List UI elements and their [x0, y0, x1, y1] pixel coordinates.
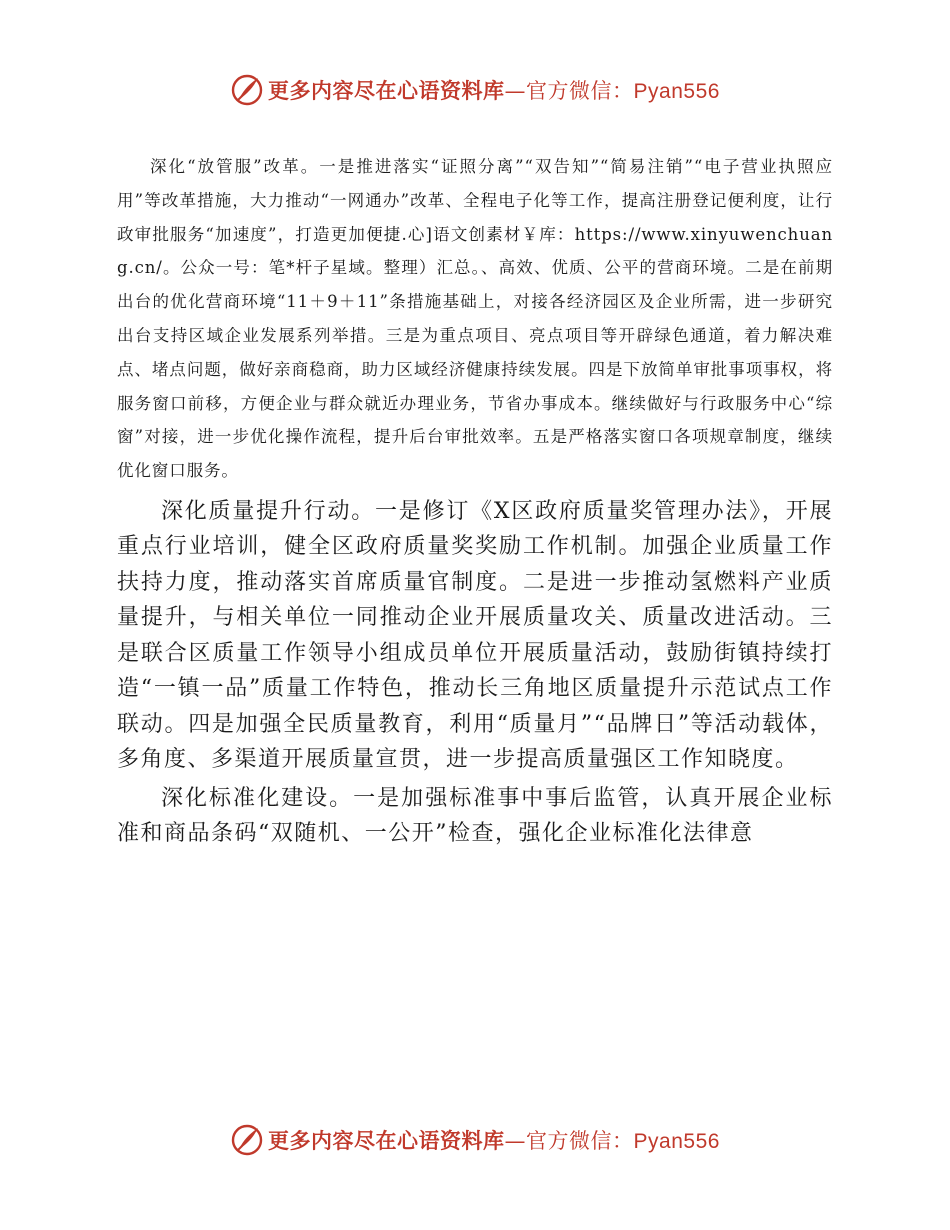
wechat-id: Pyan556: [633, 1130, 720, 1153]
paragraph-quality: 深化质量提升行动。一是修订《X区政府质量奖管理办法》，开展重点行业培训，健全区政府质量奖奖励工作机制。加强企业质量工作扶持力度，推动落实首席质量官制度。二是进一步推动氢燃料产业质量提升，与相关单位一同推动企业开展质量攻关、质量改进活动。三是联合区质量工作领导小组成员单位开展质量活动，鼓励街镇持续打造“一镇一品”质量工作特色，推动长三角地区质量提升示范试点工作联动。四是加强全民质量教育，利用“质量月”“品牌日”等活动载体，多角度、多渠道开展质量宣贯，进一步提高质量强区工作知晓度。: [117, 498, 833, 773]
quill-logo-icon: [230, 1123, 264, 1157]
quill-logo-icon: [230, 73, 264, 107]
paragraph-standardization: 深化标准化建设。一是加强标准事中事后监管，认真开展企业标准和商品条码“双随机、一公开”检查，强化企业标准化法律意: [117, 785, 833, 847]
header-banner-text: [268, 75, 720, 105]
paragraph-reform: 深化“放管服”改革。一是推进落实“证照分离”“双告知”“简易注销”“电子营业执照应用”等改革措施，大力推动“一网通办”改革、全程电子化等工作，提高注册登记便利度，让行政审批服务“加速度”，打造更加便捷.心]语文创素材￥库：https://www.xinyuwenchuang.cn/。公众一号：笔*杆子星域。整理）汇总。、高效、优质、公平的营商环境。二是在前期出台的优化营商环境“11＋9＋11”条措施基础上，对接各经济园区及企业所需，进一步研究出台支持区域企业发展系列举措。三是为重点项目、亮点项目等开辟绿色通道，着力解决难点、堵点问题，做好亲商稳商，助力区域经济健康持续发展。四是下放简单审批事项事权，将服务窗口前移，方便企业与群众就近办理业务，节省办事成本。继续做好与行政服务中心“综窗”对接，进一步优化操作流程，提升后台审批效率。五是严格落实窗口各项规章制度，继续优化窗口服务。: [117, 157, 833, 481]
footer-banner-text: [268, 1125, 720, 1155]
footer-banner: [0, 1120, 950, 1160]
document-body: [117, 150, 833, 852]
banner-separator: —: [504, 1129, 527, 1153]
banner-separator: —: [504, 79, 527, 103]
header-banner: [0, 70, 950, 110]
wechat-id: Pyan556: [633, 80, 720, 103]
wechat-label: 官方微信：: [526, 1129, 634, 1153]
brand-text: 更多内容尽在心语资料库: [268, 79, 505, 103]
wechat-label: 官方微信：: [526, 79, 634, 103]
brand-text: 更多内容尽在心语资料库: [268, 1129, 505, 1153]
